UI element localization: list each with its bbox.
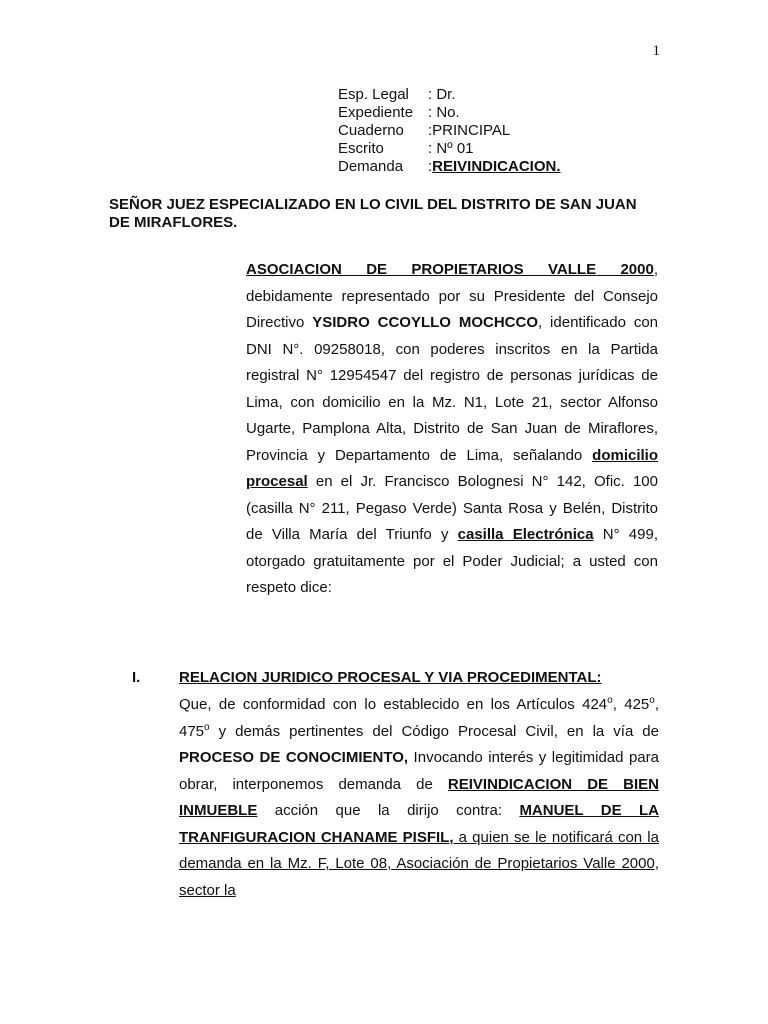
- meta-separator: :: [428, 86, 433, 103]
- section-text: Invocando interés y legitimidad para obrar, interponemos demanda de: [179, 749, 659, 793]
- section-text: a quien se le notificará con la demanda en la Mz. F, Lote 08, Asociación de Propietarios Valle 2000, sector la: [179, 828, 659, 899]
- defendant-name: MANUEL DE LA TRANFIGURACION CHANAME PISFIL,: [179, 802, 659, 846]
- intro-text: , debidamente representado por su Presidente del Consejo Directivo: [246, 261, 658, 331]
- meta-row-escrito: [338, 140, 561, 158]
- section-text: acción que la dirijo contra:: [257, 802, 520, 819]
- intro-text: N° 499, otorgado gratuitamente por el Poder Judicial; a usted con respeto dice:: [246, 526, 658, 596]
- section-text: Que, de conformidad con lo establecido en los Artículos 424: [179, 696, 608, 713]
- superscript: o: [649, 695, 655, 706]
- meta-separator: :: [428, 122, 433, 139]
- meta-label: Demanda: [338, 158, 404, 175]
- section-title: RELACION JURIDICO PROCESAL Y VIA PROCEDIMENTAL:: [179, 669, 602, 686]
- meta-row-expediente: [338, 104, 561, 122]
- meta-value: Dr.: [432, 86, 456, 103]
- meta-value: No.: [432, 104, 460, 121]
- proceso-type: PROCESO DE CONOCIMIENTO,: [179, 749, 409, 766]
- demanda-type: REIVINDICACION.: [432, 158, 561, 175]
- meta-separator: :: [428, 140, 433, 157]
- meta-label: Esp. Legal: [338, 86, 409, 103]
- section-text: y demás pertinentes del Código Procesal Civil, en la vía de: [209, 722, 659, 740]
- meta-value: PRINCIPAL: [432, 122, 511, 139]
- meta-label: Escrito: [338, 140, 384, 157]
- section-text: , 475: [179, 696, 659, 740]
- intro-paragraph: [246, 257, 658, 602]
- addressee-heading: SEÑOR JUEZ ESPECIALIZADO EN LO CIVIL DEL DISTRITO DE SAN JUAN DE MIRAFLORES.: [109, 196, 637, 231]
- superscript: o: [204, 721, 210, 733]
- intro-text: en el Jr. Francisco Bolognesi N° 142, Ofic. 100 (casilla N° 211, Pegaso Verde) Santa Rosa y Belén, Distrito de Villa María del Triunfo y: [246, 473, 658, 543]
- meta-value: Nº 01: [432, 140, 474, 157]
- section-body: [179, 692, 659, 904]
- meta-separator: :: [428, 158, 433, 175]
- section-number: I.: [132, 669, 141, 686]
- case-metadata: [338, 86, 561, 176]
- domicilio-procesal: domicilio procesal: [246, 446, 658, 490]
- meta-value: [432, 158, 560, 176]
- meta-row-cuaderno: [338, 122, 561, 140]
- association-name: ASOCIACION DE PROPIETARIOS VALLE 2000: [246, 261, 654, 278]
- section-text: , 425: [612, 696, 650, 713]
- casilla-electronica: casilla Electrónica: [457, 526, 594, 543]
- meta-label: Expediente: [338, 104, 414, 121]
- intro-text: , identificado con DNI N°. 09258018, con poderes inscritos en la Partida registral N° 12954547 del registro de personas jurídicas de Lima, con domicilio en la Mz. N1, Lote 21, sector Alfonso Ugarte, Pamplona Alta, Distrito de San Juan de Miraflores, Provincia y Departamento de Lima, señalando: [246, 314, 658, 464]
- meta-row-demanda: [338, 158, 561, 176]
- meta-row-esp-legal: [338, 86, 561, 104]
- meta-separator: :: [428, 104, 433, 121]
- section-heading: [132, 669, 662, 686]
- president-name: YSIDRO CCOYLLO MOCHCCO: [312, 314, 538, 331]
- page-number: 1: [652, 43, 660, 59]
- superscript: o: [607, 695, 613, 706]
- meta-label: Cuaderno: [338, 122, 404, 139]
- reivindicacion-title: REIVINDICACION DE BIEN INMUEBLE: [179, 775, 659, 819]
